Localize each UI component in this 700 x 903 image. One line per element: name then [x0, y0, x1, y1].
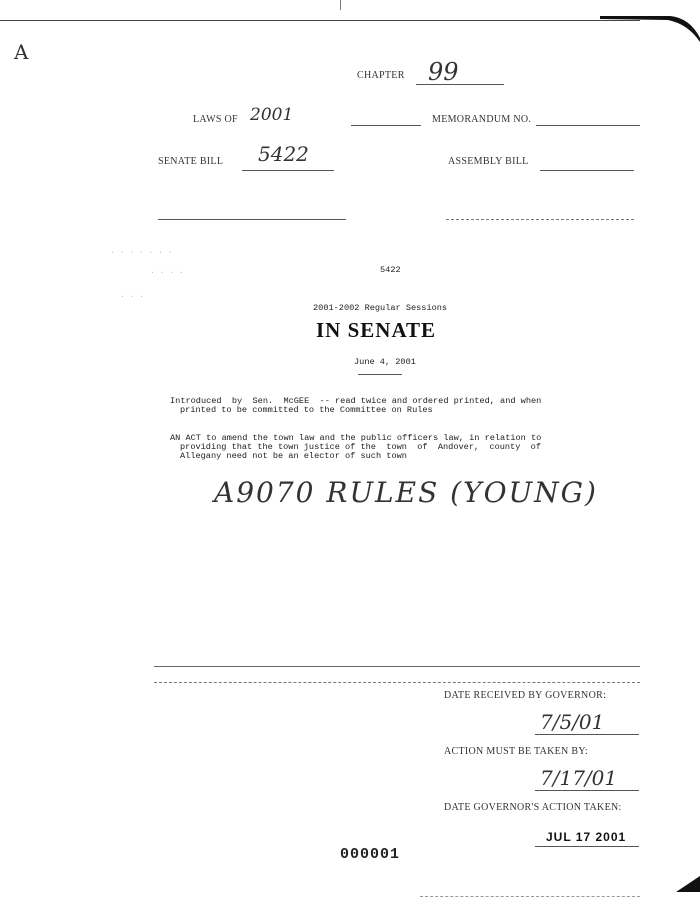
- margin-mark: A: [14, 40, 29, 64]
- act-line-3: Allegany need not be an elector of such town: [180, 451, 407, 461]
- memorandum-label: MEMORANDUM NO.: [432, 114, 532, 125]
- separator-line-2: [154, 682, 640, 683]
- date-received-value: 7/5/01: [540, 710, 605, 734]
- action-must-underline: [535, 790, 639, 791]
- blank-line-left: [158, 219, 346, 220]
- assembly-bill-label: ASSEMBLY BILL: [448, 156, 529, 167]
- blank-line-right: [446, 219, 634, 220]
- top-center-tick: [340, 0, 341, 10]
- senate-bill-underline: [242, 170, 334, 171]
- scan-noise: . . .: [120, 290, 145, 299]
- date-underline: [358, 374, 402, 375]
- laws-blank-line: [351, 125, 421, 126]
- action-taken-label: DATE GOVERNOR'S ACTION TAKEN:: [444, 802, 622, 813]
- chapter-number: 99: [428, 58, 459, 86]
- top-right-scan-artifact: [600, 12, 700, 42]
- assembly-bill-underline: [540, 170, 634, 171]
- action-taken-underline: [535, 846, 639, 847]
- separator-line-1: [154, 666, 640, 667]
- act-line-1: AN ACT to amend the town law and the public officers law, in relation to: [170, 433, 542, 443]
- scan-noise: . . . . . . .: [110, 246, 173, 255]
- bottom-right-scan-artifact: [676, 876, 700, 892]
- page-number: 000001: [340, 846, 401, 863]
- chamber-heading: IN SENATE: [316, 318, 437, 342]
- bottom-faint-line: [420, 896, 640, 897]
- chapter-label: CHAPTER: [357, 70, 405, 81]
- memorandum-underline: [536, 125, 640, 126]
- session-line: 2001-2002 Regular Sessions: [313, 303, 448, 313]
- scan-noise: . . . .: [150, 266, 184, 275]
- chapter-underline: [416, 84, 504, 85]
- action-taken-stamp: JUL 17 2001: [546, 830, 627, 844]
- senate-bill-number: 5422: [258, 142, 309, 166]
- senate-bill-label: SENATE BILL: [158, 156, 224, 167]
- bill-date: June 4, 2001: [354, 357, 416, 367]
- date-received-underline: [535, 734, 639, 735]
- act-line-2: providing that the town justice of the town of Andover, county of: [180, 442, 541, 452]
- top-border-line: [0, 20, 640, 21]
- introduced-line-2: printed to be committed to the Committee on Rules: [180, 405, 433, 415]
- laws-label: LAWS OF: [193, 114, 238, 125]
- laws-year: 2001: [250, 105, 294, 125]
- action-must-label: ACTION MUST BE TAKEN BY:: [444, 746, 589, 757]
- introduced-line-1: Introduced by Sen. McGEE -- read twice and ordered printed, and when: [170, 396, 542, 406]
- date-received-label: DATE RECEIVED BY GOVERNOR:: [444, 690, 607, 701]
- handwritten-note: A9070 RULES (YOUNG): [214, 476, 598, 509]
- bill-number: 5422: [380, 265, 401, 275]
- action-must-value: 7/17/01: [540, 766, 618, 790]
